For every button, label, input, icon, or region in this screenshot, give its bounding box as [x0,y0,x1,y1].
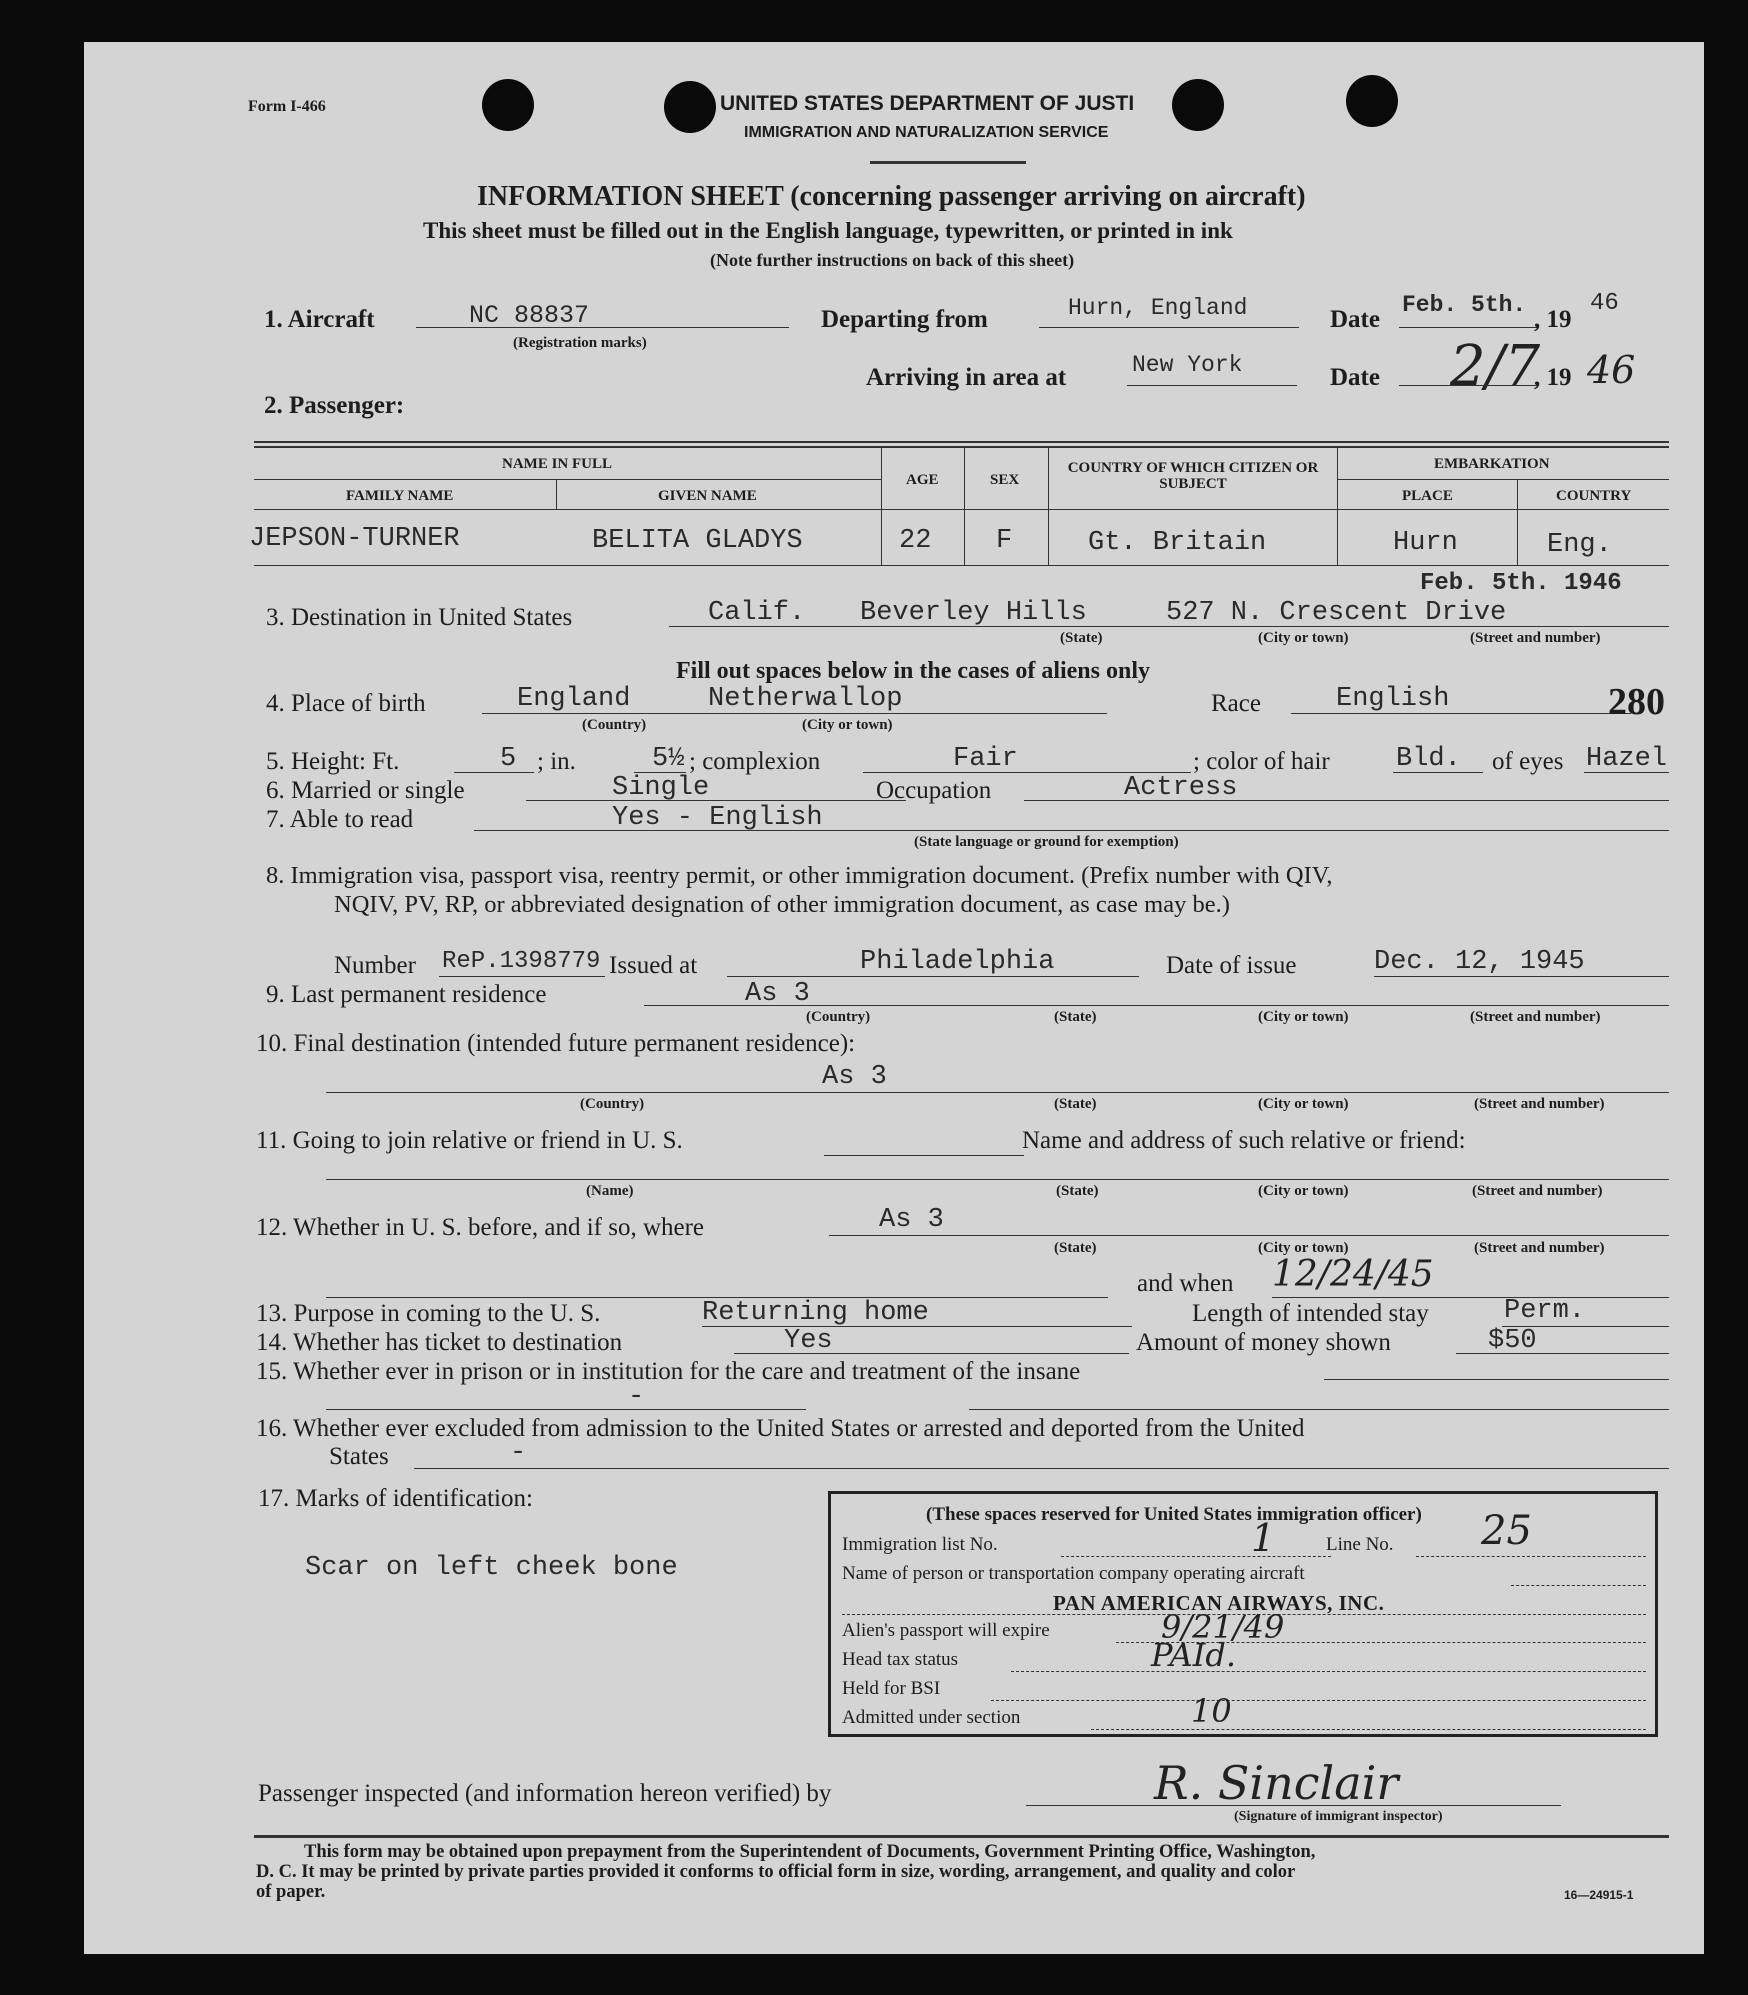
race-value: English [1336,684,1450,714]
arrival-year-prefix: , 19 [1534,364,1572,391]
ticket-label: 14. Whether has ticket to destination [256,1329,623,1356]
service-name: IMMIGRATION AND NATURALIZATION SERVICE [744,124,1109,141]
hair-color-value: Bld. [1396,744,1461,774]
signature-caption: (Signature of immigrant inspector) [1234,1809,1443,1824]
footer-line1: This form may be obtained upon prepayment from the Superintendent of Documents, Government Printing Office, Washington, [304,1842,1316,1862]
immigration-doc-line2: NQIV, PV, RP, or abbreviated designation of other immigration document, as case may be.) [334,891,1230,918]
sex-header: SEX [990,472,1020,488]
arriving-value: New York [1132,352,1243,378]
purpose-value: Returning home [702,1298,929,1328]
height-in-label: ; in. [537,748,576,775]
destination-state: Calif. [708,598,806,628]
money-value: $50 [1488,1326,1537,1356]
doc-number-value: ReP.1398779 [442,948,601,975]
passport-expire-value: 9/21/49 [1161,1608,1285,1646]
age-cell: 22 [899,526,932,556]
office-box-heading: (These spaces reserved for United States immigration officer) [926,1504,1422,1525]
prison-value: - [628,1382,645,1412]
marital-status-value: Single [612,773,710,803]
arriving-label: Arriving in area at [866,364,1067,391]
place-header: PLACE [1402,488,1453,504]
head-tax-value: PAId. [1151,1636,1236,1674]
relative-street-caption: (Street and number) [1472,1183,1603,1199]
given-name-header: GIVEN NAME [658,488,757,504]
name-in-full-header: NAME IN FULL [502,456,613,472]
header-rule [870,161,1026,164]
birth-country: England [517,684,631,714]
destination-city-caption: (City or town) [1258,630,1349,646]
destination-state-caption: (State) [1060,630,1103,646]
departure-year-value: 46 [1590,290,1619,317]
punch-hole-1 [482,79,534,131]
visit-when-value: 12/24/45 [1272,1254,1434,1295]
departure-date-value: Feb. 5th. [1402,292,1527,318]
given-name-cell: BELITA GLADYS [592,526,803,556]
money-label: Amount of money shown [1136,1329,1391,1356]
visit-city-caption: (City or town) [1258,1240,1349,1256]
admitted-section-label: Admitted under section [842,1707,1021,1728]
final-destination-value: As 3 [822,1062,887,1092]
registration-caption: (Registration marks) [513,335,647,351]
form-title: INFORMATION SHEET (concerning passenger arriving on aircraft) [477,181,1306,212]
date-of-issue-value: Dec. 12, 1945 [1374,947,1585,977]
final-city-caption: (City or town) [1258,1096,1349,1112]
line-number-label: Line No. [1326,1534,1394,1555]
punch-hole-2 [664,81,716,133]
race-label: Race [1211,690,1261,717]
form-subtitle: This sheet must be filled out in the English language, typewritten, or printed in ink [423,218,1233,243]
residence-country-caption: (Country) [806,1009,871,1025]
identification-marks-value: Scar on left cheek bone [305,1553,678,1583]
departing-value: Hurn, England [1068,295,1248,321]
citizen-header: COUNTRY OF WHICH CITIZEN OR SUBJECT [1067,460,1319,492]
head-tax-label: Head tax status [842,1649,959,1670]
immigration-doc-line1: 8. Immigration visa, passport visa, reentry permit, or other immigration document. (Prefix number with QIV, [266,862,1333,889]
age-header: AGE [906,472,939,488]
inspected-by-label: Passenger inspected (and information hereon verified) by [258,1780,832,1807]
inspector-signature: R. Sinclair [1154,1756,1399,1810]
departing-label: Departing from [821,306,988,333]
ticket-value: Yes [784,1326,833,1356]
embark-place-cell: Hurn [1393,528,1458,558]
able-to-read-value: Yes - English [612,803,823,833]
punch-hole-4 [1346,75,1398,127]
prison-label: 15. Whether ever in prison or in institution for the care and treatment of the insane [256,1358,1081,1385]
family-name-cell: JEPSON-TURNER [249,524,460,554]
destination-street: 527 N. Crescent Drive [1166,598,1507,628]
citizen-cell: Gt. Britain [1088,528,1267,558]
join-relative-label: 11. Going to join relative or friend in U. S. [256,1127,683,1154]
footer-line2: D. C. It may be printed by private parties provided it conforms to official form in size, wording, arrangement, and quality and color [256,1862,1296,1882]
complexion-label: ; complexion [689,748,821,775]
visit-state-caption: (State) [1054,1240,1097,1256]
eye-color-value: Hazel [1586,744,1668,774]
sex-cell: F [996,526,1013,556]
list-number-label: Immigration list No. [842,1534,998,1555]
aliens-only-heading: Fill out spaces below in the cases of aliens only [676,658,1151,684]
immigration-officer-box [828,1491,1658,1737]
stamp-number: 280 [1608,681,1665,723]
form-sheet [84,42,1704,1954]
punch-hole-3 [1172,79,1224,131]
height-ft-value: 5 [500,744,517,774]
marital-status-label: 6. Married or single [266,777,465,804]
arrival-date-value: 2/7 [1450,334,1541,399]
visit-street-caption: (Street and number) [1474,1240,1605,1256]
passport-expire-label: Alien's passport will expire [842,1620,1050,1641]
relative-city-caption: (City or town) [1258,1183,1349,1199]
departure-date-label: Date [1330,306,1380,333]
departure-year-prefix: , 19 [1534,306,1572,333]
final-street-caption: (Street and number) [1474,1096,1605,1112]
birth-city: Netherwallop [708,684,903,714]
height-in-value: 5½ [652,744,685,774]
arrival-year-value: 46 [1587,348,1636,392]
arrival-stamp-date: Feb. 5th. 1946 [1420,570,1622,597]
relative-state-caption: (State) [1056,1183,1099,1199]
final-destination-label: 10. Final destination (intended future permanent residence): [256,1030,856,1057]
final-country-caption: (Country) [580,1096,645,1112]
footer-line3: of paper. [256,1882,326,1902]
line-number-value: 25 [1481,1508,1532,1554]
purpose-label: 13. Purpose in coming to the U. S. [256,1300,601,1327]
family-name-header: FAMILY NAME [346,488,454,504]
language-caption: (State language or ground for exemption) [914,834,1179,850]
identification-marks-label: 17. Marks of identification: [258,1485,533,1512]
form-number: Form I-466 [248,98,326,115]
embark-country-cell: Eng. [1547,530,1612,560]
visit-when-label: and when [1137,1270,1234,1297]
department-name: UNITED STATES DEPARTMENT OF JUSTI [720,92,1135,115]
aircraft-label: 1. Aircraft [264,306,375,333]
issued-at-value: Philadelphia [860,947,1055,977]
eye-color-label: of eyes [1492,748,1564,775]
residence-state-caption: (State) [1054,1009,1097,1025]
arrival-date-label: Date [1330,364,1380,391]
excluded-value: - [510,1438,527,1468]
residence-city-caption: (City or town) [1258,1009,1349,1025]
excluded-line1: 16. Whether ever excluded from admission to the United States or arrested and deported from the United [256,1415,1305,1442]
destination-city: Beverley Hills [860,598,1087,628]
destination-street-caption: (Street and number) [1470,630,1601,646]
height-ft-label: 5. Height: Ft. [266,748,400,775]
held-bsi-label: Held for BSI [842,1678,941,1699]
print-code: 16—24915-1 [1564,1888,1634,1902]
stay-length-value: Perm. [1504,1296,1586,1326]
previous-visit-value: As 3 [879,1205,944,1235]
issued-at-label: Issued at [609,952,698,979]
aircraft-value: NC 88837 [469,301,590,330]
relative-name-caption: (Name) [586,1183,634,1199]
last-residence-value: As 3 [745,979,810,1009]
able-to-read-label: 7. Able to read [266,806,414,833]
company-value: PAN AMERICAN AIRWAYS, INC. [1053,1591,1385,1615]
passenger-label: 2. Passenger: [264,392,405,419]
occupation-label: Occupation [876,777,992,804]
date-of-issue-label: Date of issue [1166,952,1297,979]
country-header: COUNTRY [1556,488,1632,504]
last-residence-label: 9. Last permanent residence [266,981,547,1008]
stay-length-label: Length of intended stay [1192,1300,1429,1327]
birth-country-caption: (Country) [582,717,647,733]
doc-number-label: Number [334,952,416,979]
complexion-value: Fair [953,744,1018,774]
relative-address-label: Name and address of such relative or friend: [1022,1127,1466,1154]
embarkation-header: EMBARKATION [1434,456,1550,472]
hair-color-label: ; color of hair [1193,748,1330,775]
residence-street-caption: (Street and number) [1470,1009,1601,1025]
final-state-caption: (State) [1054,1096,1097,1112]
form-note: (Note further instructions on back of this sheet) [710,250,1075,270]
destination-label: 3. Destination in United States [266,604,573,631]
excluded-line2: States [329,1443,389,1470]
occupation-value: Actress [1124,773,1238,803]
company-label: Name of person or transportation company operating aircraft [842,1563,1305,1584]
previous-visit-label: 12. Whether in U. S. before, and if so, where [256,1214,705,1241]
birth-city-caption: (City or town) [802,717,893,733]
admitted-section-value: 10 [1191,1692,1232,1730]
birthplace-label: 4. Place of birth [266,690,426,717]
list-number-value: 1 [1251,1516,1276,1560]
